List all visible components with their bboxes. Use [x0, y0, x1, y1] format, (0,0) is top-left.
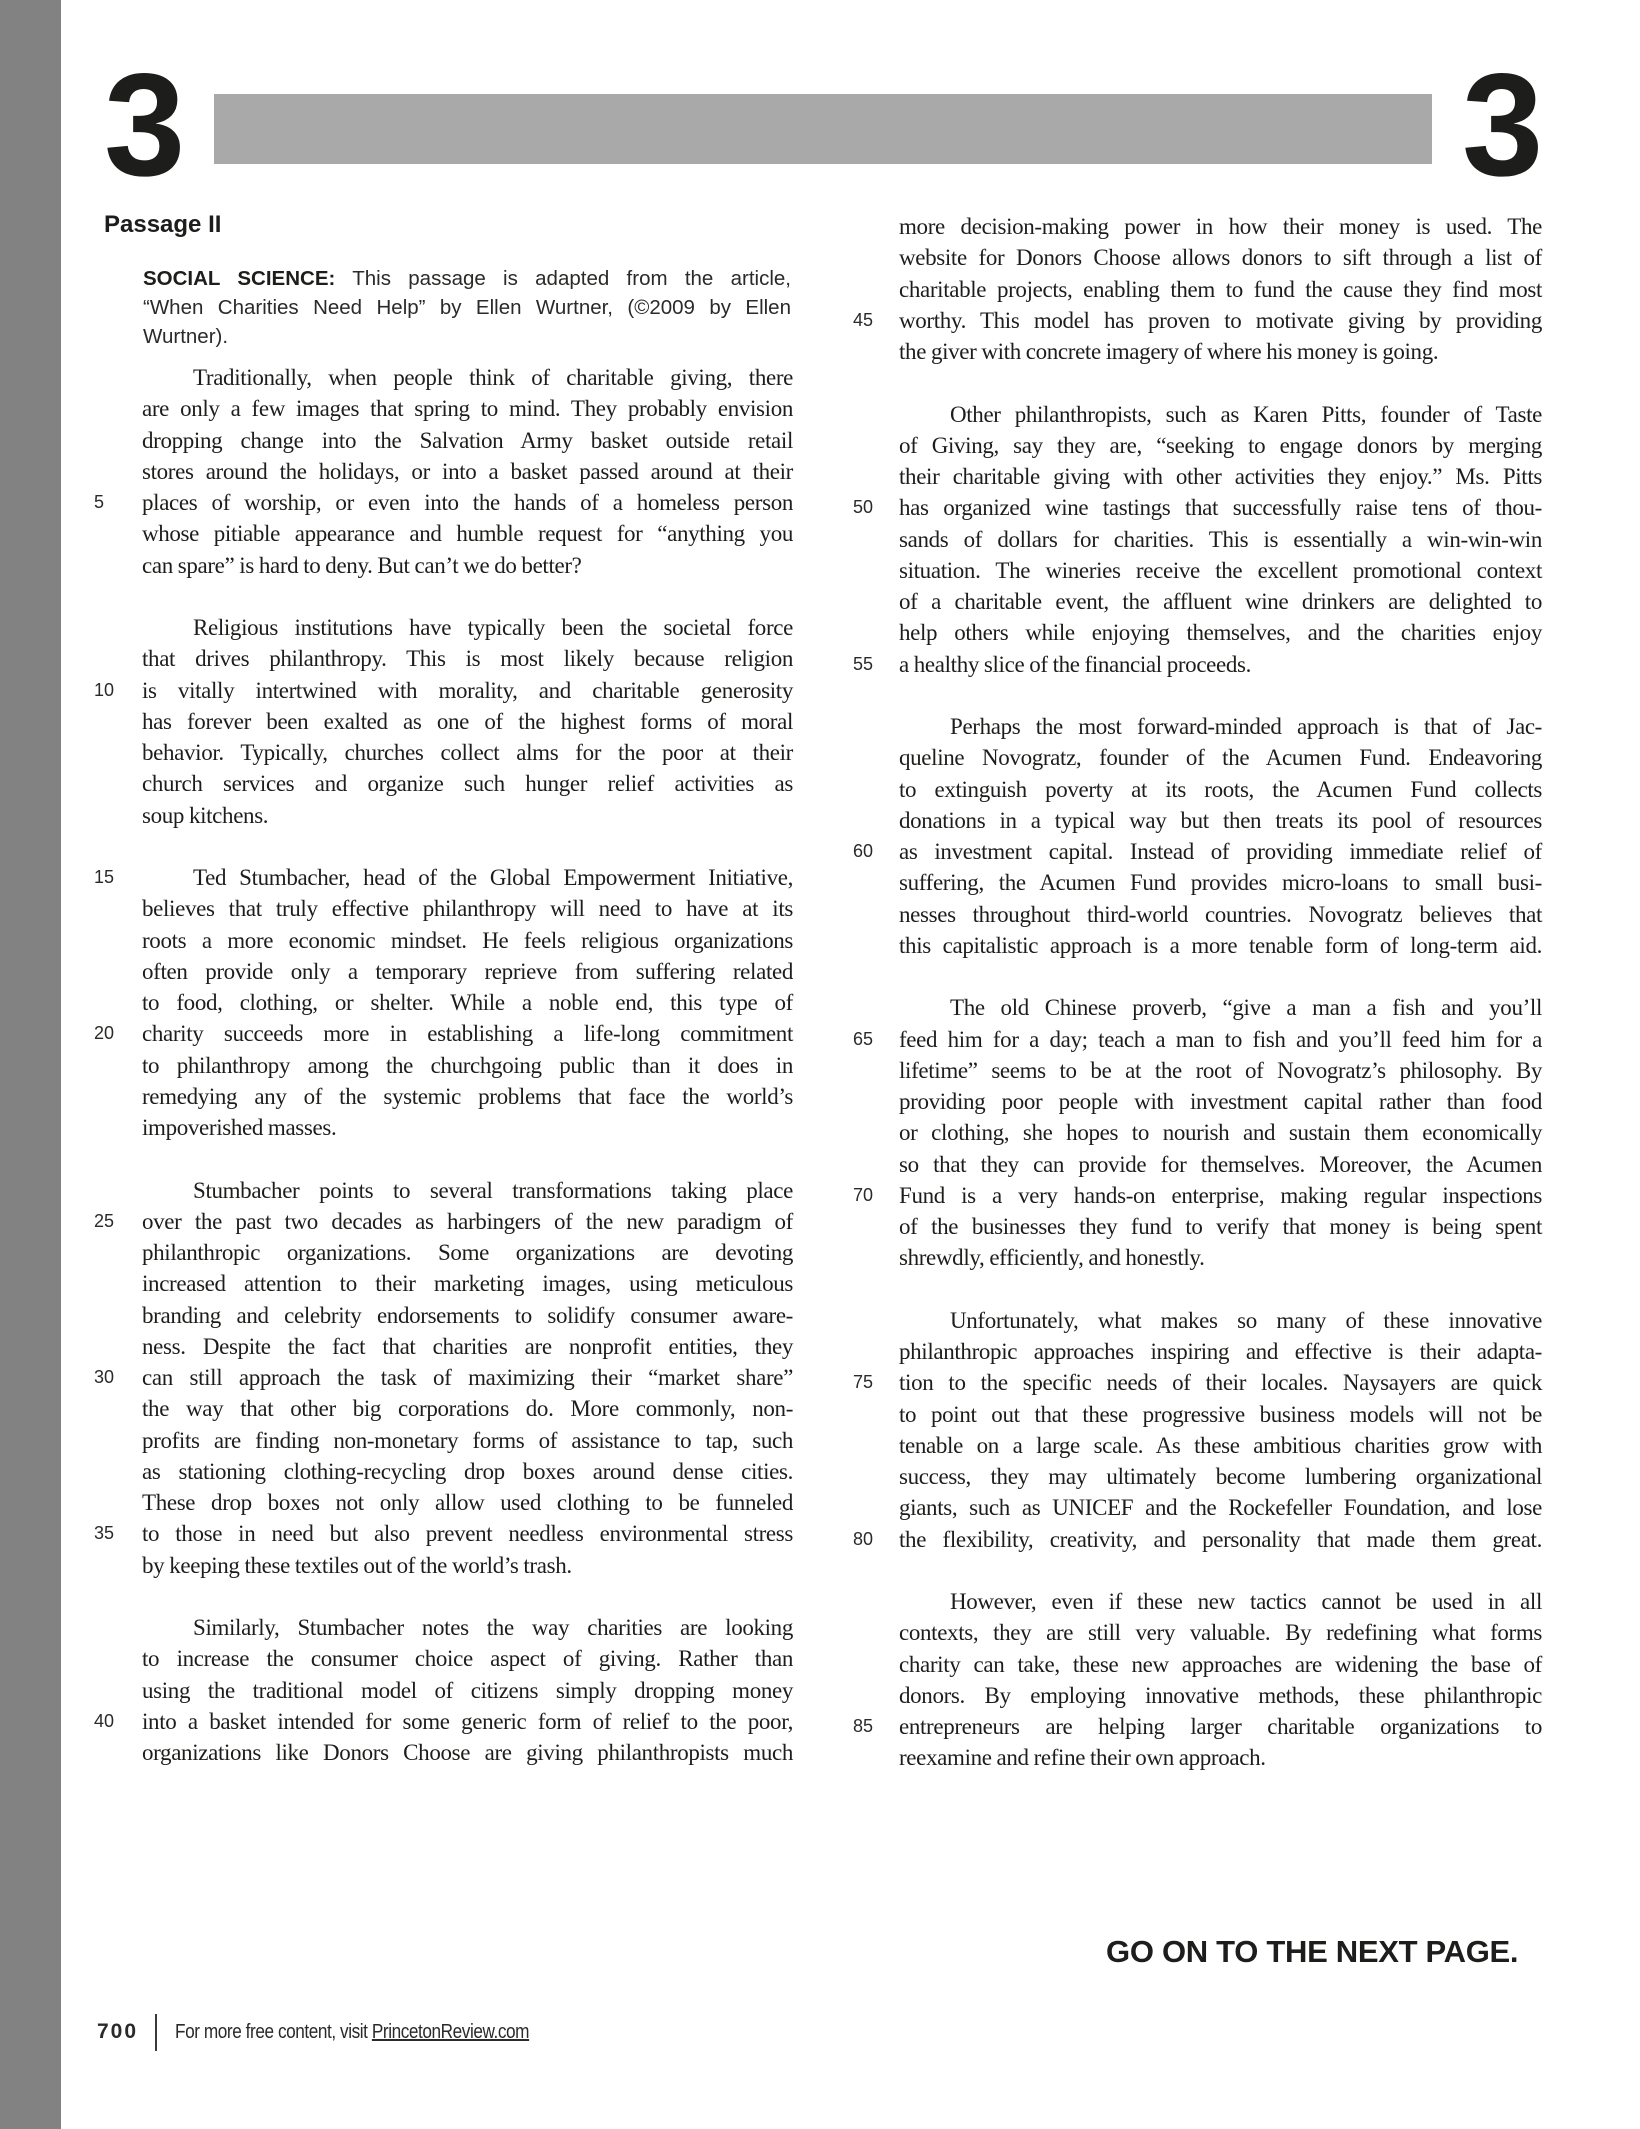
line-text: charity succeeds more in establishing a life-long commitment: [142, 1021, 793, 1047]
passage-line: [142, 1081, 793, 1112]
line-number: 25: [94, 1210, 115, 1231]
line-text: nesses throughout third-world countries. Novogratz believes that: [899, 901, 1542, 927]
passage-line: [899, 1242, 1542, 1273]
passage-line: [899, 1149, 1542, 1180]
footer-divider: [155, 2014, 157, 2051]
paragraph-gap: [899, 1274, 1542, 1305]
line-text: These drop boxes not only allow used clothing to be funneled: [142, 1490, 793, 1515]
passage-line: [142, 737, 793, 768]
intro-line: Wurtner).: [143, 325, 229, 348]
intro-label: SOCIAL SCIENCE:: [143, 267, 336, 290]
line-text: situation. The wineries receive the excellent promotional context: [899, 557, 1542, 583]
passage-line: [142, 362, 793, 393]
passage-line: [899, 461, 1542, 492]
line-text: Religious institutions have typically been the societal force: [193, 615, 793, 640]
passage-line: [142, 612, 793, 643]
line-number: 65: [853, 1028, 874, 1049]
line-number: 75: [853, 1372, 874, 1393]
passage-line: [853, 1711, 1542, 1742]
passage-line: [142, 518, 793, 549]
passage-line: [899, 1617, 1542, 1648]
passage-line: [899, 1086, 1542, 1117]
line-text: The old Chinese proverb, “give a man a fish and you’ll: [950, 995, 1542, 1021]
passage-line: [853, 1524, 1542, 1555]
passage-line: [142, 1550, 793, 1581]
section-number-left: 3: [104, 43, 182, 206]
line-text: remedying any of the systemic problems that face the world’s: [142, 1083, 793, 1109]
passage-line: [142, 925, 793, 956]
line-text: has forever been exalted as one of the highest forms of moral: [142, 708, 793, 734]
line-text: reexamine and refine their own approach.: [899, 1745, 1266, 1771]
paragraph-gap: [142, 831, 793, 862]
passage-line: [142, 706, 793, 737]
line-text: lifetime” seems to be at the root of Novogratz’s philosophy. By: [899, 1057, 1542, 1083]
passage-line: [142, 1643, 793, 1674]
line-text: the way that other big corporations do. More commonly, non-: [142, 1396, 793, 1422]
line-text: of Giving, say they are, “seeking to engage donors by merging: [899, 432, 1542, 458]
passage-line: [142, 1331, 793, 1362]
passage-line: [899, 1461, 1542, 1492]
line-text: believes that truly effective philanthropy will need to have at its: [142, 896, 793, 922]
line-text: impoverished masses.: [142, 1115, 337, 1140]
line-text: of a charitable event, the affluent wine drinkers are delighted to: [899, 589, 1542, 614]
passage-line: [142, 1268, 793, 1299]
line-text: giants, such as UNICEF and the Rockefeller Foundation, and lose: [899, 1495, 1542, 1521]
passage-line: [142, 425, 793, 456]
footer-promo-text: For more free content, visit: [174, 2020, 372, 2043]
passage-line: [142, 643, 793, 674]
line-number: 55: [853, 653, 874, 674]
passage-left-column: [94, 362, 793, 1768]
passage-line: [142, 768, 793, 799]
passage-line: [142, 1612, 793, 1643]
line-text: by keeping these textiles out of the world’s trash.: [142, 1552, 572, 1578]
line-text: is vitally intertwined with morality, and charitable generosity: [142, 677, 793, 703]
footer-promo: [175, 2021, 529, 2044]
passage-line: [899, 1117, 1542, 1148]
line-text: queline Novogratz, founder of the Acumen Fund. Endeavoring: [899, 745, 1542, 771]
passage-line: [899, 586, 1542, 617]
passage-title: Passage II: [104, 211, 222, 238]
line-text: church services and organize such hunger relief activities as: [142, 771, 793, 797]
page-footer: [97, 2013, 586, 2051]
passage-line: [142, 800, 793, 831]
line-text: to increase the consumer choice aspect of giving. Rather than: [142, 1646, 793, 1672]
line-text: charity can take, these new approaches are widening the base of: [899, 1651, 1542, 1677]
passage-line: [94, 1206, 793, 1237]
line-text: that drives philanthropy. This is most likely because religion: [142, 646, 793, 672]
passage-line: [94, 1018, 793, 1049]
passage-line: [142, 550, 793, 581]
passage-line: [142, 1175, 793, 1206]
passage-line: [142, 1050, 793, 1081]
line-text: donors. By employing innovative methods, these philanthropic: [899, 1682, 1542, 1708]
paragraph-gap: [899, 1555, 1542, 1586]
line-text: help others while enjoying themselves, and the charities enjoy: [899, 620, 1542, 646]
line-number: 50: [853, 497, 874, 518]
passage-line: [853, 492, 1542, 523]
line-number: 85: [853, 1716, 874, 1736]
line-text: can spare” is hard to deny. But can’t we do better?: [142, 552, 582, 578]
line-text: can still approach the task of maximizing their “market share”: [142, 1365, 793, 1390]
line-text: into a basket intended for some generic form of relief to the poor,: [142, 1708, 793, 1734]
paragraph-gap: [142, 581, 793, 612]
paragraph-gap: [899, 680, 1542, 711]
passage-line: [899, 242, 1542, 273]
passage-line: [853, 305, 1542, 336]
line-text: contexts, they are still very valuable. By redefining what forms: [899, 1620, 1542, 1646]
line-text: profits are finding non-monetary forms of assistance to tap, such: [142, 1427, 793, 1453]
passage-line: [94, 862, 793, 893]
passage-line: [142, 1737, 793, 1768]
line-text: website for Donors Choose allows donors to sift through a list of: [899, 245, 1542, 271]
line-text: their charitable giving with other activities they enjoy.” Ms. Pitts: [899, 464, 1542, 489]
line-text: branding and celebrity endorsements to solidify consumer aware-: [142, 1302, 793, 1328]
line-text: dropping change into the Salvation Army basket outside retail: [142, 427, 793, 453]
line-text: Other philanthropists, such as Karen Pitts, founder of Taste: [950, 401, 1542, 427]
line-text: philanthropic organizations. Some organizations are devoting: [142, 1240, 793, 1265]
line-text: has organized wine tastings that successfully raise tens of thou-: [899, 495, 1542, 521]
line-text: donations in a typical way but then treats its pool of resources: [899, 807, 1542, 833]
line-number: 30: [94, 1367, 115, 1387]
paragraph-gap: [899, 961, 1542, 992]
line-text: sands of dollars for charities. This is essentially a win-win-win: [899, 526, 1542, 552]
passage-line: [899, 1336, 1542, 1367]
line-text: organizations like Donors Choose are giving philanthropists much: [142, 1740, 793, 1765]
passage-line: [899, 1055, 1542, 1086]
line-text: of the businesses they fund to verify that money is being spent: [899, 1214, 1542, 1239]
line-number: 35: [94, 1523, 115, 1544]
passage-line: [142, 393, 793, 424]
paragraph-gap: [142, 1143, 793, 1174]
paragraph-gap: [142, 1581, 793, 1612]
line-text: Fund is a very hands-on enterprise, making regular inspections: [899, 1182, 1542, 1208]
passage-line: [899, 274, 1542, 305]
line-text: over the past two decades as harbingers of the new paradigm of: [142, 1208, 793, 1234]
paragraph-gap: [899, 367, 1542, 398]
passage-line: [899, 1492, 1542, 1523]
passage-line: [142, 893, 793, 924]
line-text: often provide only a temporary reprieve from suffering related: [142, 958, 793, 984]
line-text: tenable on a large scale. As these ambitious charities grow with: [899, 1432, 1542, 1458]
line-text: so that they can provide for themselves. Moreover, the Acumen: [899, 1151, 1542, 1177]
line-text: suffering, the Acumen Fund provides micro-loans to small busi-: [899, 870, 1542, 896]
passage-line: [899, 211, 1542, 242]
line-text: roots a more economic mindset. He feels religious organizations: [142, 927, 793, 953]
passage-line: [899, 1586, 1542, 1617]
line-text: as stationing clothing-recycling drop boxes around dense cities.: [142, 1458, 793, 1484]
line-text: stores around the holidays, or into a basket passed around at their: [142, 458, 793, 484]
section-number-right: 3: [1462, 43, 1540, 206]
line-text: to those in need but also prevent needless environmental stress: [142, 1521, 793, 1547]
line-text: Perhaps the most forward-minded approach is that of Jac-: [950, 714, 1542, 739]
passage-line: [142, 1300, 793, 1331]
line-text: tion to the specific needs of their locales. Naysayers are quick: [899, 1370, 1542, 1396]
line-text: to philanthropy among the churchgoing public than it does in: [142, 1052, 793, 1078]
passage-line: [142, 1675, 793, 1706]
passage-line: [899, 774, 1542, 805]
line-text: to food, clothing, or shelter. While a noble end, this type of: [142, 990, 793, 1015]
line-number: 40: [94, 1710, 115, 1731]
line-text: Ted Stumbacher, head of the Global Empowerment Initiative,: [193, 865, 793, 890]
passage-line: [142, 1425, 793, 1456]
line-text: charitable projects, enabling them to fund the cause they find most: [899, 276, 1542, 302]
passage-line: [899, 1742, 1542, 1773]
line-text: behavior. Typically, churches collect alms for the poor at their: [142, 740, 793, 765]
passage-line: [899, 430, 1542, 461]
go-on-next-page-label: GO ON TO THE NEXT PAGE.: [1106, 1934, 1519, 1969]
passage-line: [853, 649, 1542, 680]
line-text: Similarly, Stumbacher notes the way charities are looking: [193, 1615, 793, 1640]
line-text: this capitalistic approach is a more tenable form of long-term aid.: [899, 932, 1542, 958]
line-text: to extinguish poverty at its roots, the Acumen Fund collects: [899, 776, 1542, 802]
line-number: 80: [853, 1528, 874, 1549]
line-number: 45: [853, 309, 874, 330]
line-text: increased attention to their marketing images, using meticulous: [142, 1271, 793, 1297]
line-text: places of worship, or even into the hands of a homeless person: [142, 490, 793, 515]
passage-line: [142, 1112, 793, 1143]
passage-line: [899, 336, 1542, 367]
line-text: Traditionally, when people think of charitable giving, there: [193, 365, 793, 390]
line-text: as investment capital. Instead of providing immediate relief of: [899, 839, 1542, 864]
passage-line: [142, 987, 793, 1018]
intro-line: [143, 264, 791, 293]
passage-line: [899, 992, 1542, 1023]
line-text: Stumbacher points to several transformations taking place: [193, 1177, 793, 1203]
line-text: shrewdly, efficiently, and honestly.: [899, 1245, 1205, 1271]
section-header-bar: [214, 94, 1432, 164]
passage-line: [899, 399, 1542, 430]
passage-line: [142, 1456, 793, 1487]
intro-text: This passage is adapted from the article,: [335, 267, 791, 290]
passage-line: [899, 742, 1542, 773]
passage-line: [142, 1393, 793, 1424]
passage-line: [899, 1211, 1542, 1242]
passage-line: [94, 487, 793, 518]
passage-line: [899, 1680, 1542, 1711]
passage-line: [853, 1180, 1542, 1211]
princeton-review-link[interactable]: PrincetonReview.com: [371, 2020, 529, 2043]
line-text: entrepreneurs are helping larger charitable organizations to: [899, 1714, 1542, 1739]
intro-line: “When Charities Need Help” by Ellen Wurtner, (©2009 by Ellen: [143, 296, 791, 319]
line-number: 10: [94, 679, 115, 700]
passage-line: [899, 1399, 1542, 1430]
passage-line: [899, 1430, 1542, 1461]
passage-intro: [143, 264, 791, 351]
passage-line: [853, 1367, 1542, 1398]
line-text: a healthy slice of the financial proceeds.: [899, 651, 1252, 677]
passage-line: [899, 899, 1542, 930]
passage-line: [142, 1487, 793, 1518]
line-text: the giver with concrete imagery of where his money is going.: [899, 339, 1439, 364]
passage-line: [142, 456, 793, 487]
line-number: 70: [853, 1184, 874, 1205]
passage-line: [853, 1024, 1542, 1055]
passage-line: [142, 956, 793, 987]
passage-right-column: [853, 211, 1542, 1774]
line-text: to point out that these progressive business models will not be: [899, 1401, 1542, 1427]
line-text: ness. Despite the fact that charities are nonprofit entities, they: [142, 1333, 793, 1359]
line-text: However, even if these new tactics cannot be used in all: [950, 1589, 1542, 1614]
line-number: 5: [94, 492, 105, 512]
line-text: Unfortunately, what makes so many of these innovative: [950, 1307, 1542, 1333]
line-text: or clothing, she hopes to nourish and sustain them economically: [899, 1120, 1542, 1146]
line-text: whose pitiable appearance and humble request for “anything you: [142, 521, 793, 547]
line-number: 60: [853, 841, 874, 861]
line-text: success, they may ultimately become lumbering organizational: [899, 1464, 1542, 1489]
passage-line: [142, 1237, 793, 1268]
passage-line: [899, 555, 1542, 586]
passage-line: [899, 1305, 1542, 1336]
passage-line: [94, 675, 793, 706]
passage-line: [94, 1362, 793, 1393]
passage-line: [94, 1706, 793, 1737]
line-text: more decision-making power in how their money is used. The: [899, 214, 1542, 239]
passage-line: [899, 711, 1542, 742]
passage-line: [899, 805, 1542, 836]
line-text: soup kitchens.: [142, 802, 269, 828]
passage-line: [94, 1518, 793, 1549]
line-text: feed him for a day; teach a man to fish and you’ll feed him for a: [899, 1026, 1542, 1052]
line-text: are only a few images that spring to mind. They probably envision: [142, 396, 793, 422]
page-edge-bar: [0, 0, 61, 2129]
line-text: using the traditional model of citizens simply dropping money: [142, 1677, 793, 1703]
line-text: worthy. This model has proven to motivate giving by providing: [899, 307, 1542, 333]
line-number: 20: [94, 1023, 115, 1044]
passage-line: [853, 836, 1542, 867]
passage-line: [899, 867, 1542, 898]
page-number: 700: [97, 2020, 139, 2043]
line-text: philanthropic approaches inspiring and effective is their adapta-: [899, 1339, 1542, 1364]
passage-line: [899, 617, 1542, 648]
passage-line: [899, 524, 1542, 555]
line-number: 15: [94, 867, 115, 887]
passage-line: [899, 1649, 1542, 1680]
passage-line: [899, 930, 1542, 961]
line-text: the flexibility, creativity, and personality that made them great.: [899, 1526, 1542, 1552]
line-text: providing poor people with investment capital rather than food: [899, 1089, 1542, 1114]
